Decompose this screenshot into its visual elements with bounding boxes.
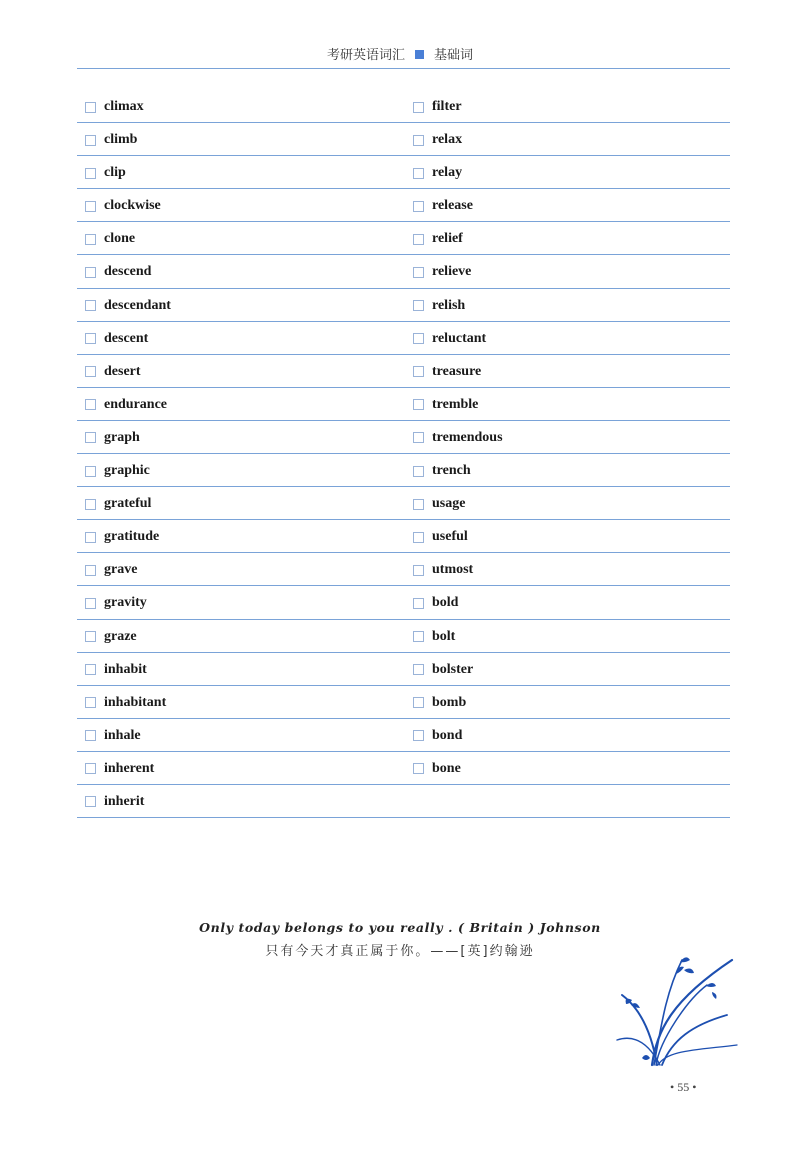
header-rule [77, 68, 730, 69]
word-item [85, 164, 126, 182]
checkbox[interactable] [413, 730, 424, 741]
checkbox[interactable] [413, 333, 424, 344]
word-text: gratitude [104, 529, 160, 545]
word-text: graphic [104, 463, 150, 479]
checkbox[interactable] [85, 300, 96, 311]
checkbox[interactable] [85, 466, 96, 477]
checkbox[interactable] [413, 399, 424, 410]
checkbox[interactable] [413, 432, 424, 443]
word-item [85, 495, 151, 513]
word-text: grave [104, 562, 138, 578]
word-text: inhabit [104, 661, 147, 677]
word-row [77, 487, 730, 520]
word-text: grateful [104, 496, 152, 512]
word-item [413, 495, 465, 513]
word-item [413, 263, 471, 281]
checkbox[interactable] [85, 168, 96, 179]
checkbox[interactable] [413, 135, 424, 146]
word-text: relish [432, 297, 466, 313]
quote-english: Only today belongs to you really . ( Britain ) Johnson [199, 920, 601, 935]
checkbox[interactable] [85, 399, 96, 410]
word-row [77, 752, 730, 785]
checkbox[interactable] [413, 598, 424, 609]
checkbox[interactable] [85, 267, 96, 278]
word-item [85, 363, 141, 381]
word-text: bolt [432, 628, 456, 644]
word-row [77, 686, 730, 719]
checkbox[interactable] [85, 102, 96, 113]
word-text: useful [432, 529, 468, 545]
header-title: 考研英语词汇 [326, 48, 405, 63]
word-text: filter [432, 99, 462, 114]
word-text: endurance [104, 396, 167, 412]
word-row [77, 421, 730, 454]
word-item [413, 528, 468, 546]
checkbox[interactable] [85, 763, 96, 774]
word-text: bond [432, 727, 463, 743]
checkbox[interactable] [413, 300, 424, 311]
checkbox[interactable] [413, 664, 424, 675]
word-item [413, 661, 473, 679]
word-text: tremendous [432, 429, 503, 445]
word-text: clip [104, 165, 126, 181]
word-text: relief [432, 231, 463, 247]
word-text: bone [432, 760, 461, 776]
word-item [85, 661, 147, 679]
word-item [85, 727, 141, 745]
checkbox[interactable] [413, 366, 424, 377]
checkbox[interactable] [413, 168, 424, 179]
header-separator-square [415, 50, 424, 59]
checkbox[interactable] [413, 267, 424, 278]
checkbox[interactable] [413, 763, 424, 774]
word-row [77, 123, 730, 156]
checkbox[interactable] [85, 664, 96, 675]
word-text: release [432, 198, 473, 214]
header-section: 基础词 [434, 48, 474, 63]
word-item [413, 297, 465, 315]
word-item [413, 330, 486, 348]
word-text: descendant [104, 297, 171, 313]
checkbox[interactable] [85, 333, 96, 344]
word-item [85, 396, 167, 414]
word-item [85, 793, 144, 811]
word-item [413, 561, 473, 579]
checkbox[interactable] [85, 796, 96, 807]
checkbox[interactable] [85, 499, 96, 510]
checkbox[interactable] [413, 201, 424, 212]
word-text: trench [432, 463, 471, 479]
word-row [77, 355, 730, 388]
word-item [85, 330, 148, 348]
word-item [413, 594, 458, 612]
word-item [413, 429, 503, 447]
word-text: bolster [432, 661, 474, 677]
word-text: inherent [104, 760, 155, 776]
checkbox[interactable] [85, 366, 96, 377]
checkbox[interactable] [85, 598, 96, 609]
word-text: utmost [432, 562, 474, 578]
word-list [77, 90, 730, 818]
word-row [77, 289, 730, 322]
checkbox[interactable] [85, 135, 96, 146]
word-item [413, 98, 462, 116]
checkbox[interactable] [85, 631, 96, 642]
checkbox[interactable] [85, 697, 96, 708]
checkbox[interactable] [413, 234, 424, 245]
word-item [85, 230, 135, 248]
word-text: clone [104, 231, 136, 247]
word-item [413, 462, 471, 480]
checkbox[interactable] [85, 234, 96, 245]
word-text: relax [432, 132, 463, 148]
word-text: usage [432, 496, 466, 512]
word-row [77, 388, 730, 421]
word-item [85, 760, 154, 778]
word-row [77, 90, 730, 123]
word-text: inhale [104, 727, 141, 743]
quote-chinese: 只有今天才真正属于你。——[英]约翰逊 [265, 944, 535, 959]
word-item [413, 164, 462, 182]
word-item [85, 297, 171, 315]
word-item [413, 363, 481, 381]
word-item [85, 263, 151, 281]
word-item [85, 131, 137, 149]
word-item [85, 429, 140, 447]
word-text: climax [104, 99, 144, 114]
checkbox[interactable] [85, 432, 96, 443]
word-text: clockwise [104, 198, 161, 214]
checkbox[interactable] [413, 466, 424, 477]
word-text: reluctant [432, 330, 487, 346]
word-row [77, 222, 730, 255]
word-row [77, 785, 730, 818]
word-text: bomb [432, 694, 467, 710]
word-item [85, 628, 137, 646]
word-item [85, 197, 161, 215]
word-item [413, 197, 473, 215]
word-text: climb [104, 132, 138, 148]
checkbox[interactable] [413, 532, 424, 543]
checkbox[interactable] [413, 565, 424, 576]
word-text: desert [104, 363, 141, 379]
orchid-illustration [612, 940, 742, 1070]
word-text: inherit [104, 793, 145, 809]
page-number: • 55 • [670, 1080, 697, 1094]
word-item [85, 462, 150, 480]
word-row [77, 620, 730, 653]
word-row [77, 586, 730, 619]
word-item [413, 396, 478, 414]
word-item [413, 760, 461, 778]
word-item [413, 230, 463, 248]
word-row [77, 454, 730, 487]
word-text: inhabitant [104, 694, 167, 710]
word-text: graze [104, 628, 137, 644]
checkbox[interactable] [85, 201, 96, 212]
running-header [0, 44, 800, 63]
word-text: relieve [432, 264, 472, 280]
checkbox[interactable] [413, 697, 424, 708]
word-text: treasure [432, 363, 482, 379]
word-row [77, 189, 730, 222]
word-item [85, 694, 166, 712]
checkbox[interactable] [413, 102, 424, 113]
word-text: gravity [104, 595, 147, 611]
word-row [77, 719, 730, 752]
checkbox[interactable] [413, 631, 424, 642]
word-text: bold [432, 595, 459, 611]
word-item [85, 98, 144, 116]
word-item [413, 131, 462, 149]
word-row [77, 520, 730, 553]
word-text: tremble [432, 396, 479, 412]
checkbox[interactable] [85, 565, 96, 576]
checkbox[interactable] [85, 532, 96, 543]
word-item [85, 528, 159, 546]
word-row [77, 653, 730, 686]
word-text: graph [104, 429, 140, 445]
word-item [413, 694, 466, 712]
word-item [413, 727, 462, 745]
word-row [77, 255, 730, 288]
word-item [85, 594, 147, 612]
checkbox[interactable] [413, 499, 424, 510]
word-item [85, 561, 137, 579]
word-item [413, 628, 455, 646]
checkbox[interactable] [85, 730, 96, 741]
word-text: descend [104, 264, 152, 280]
word-row [77, 156, 730, 189]
word-row [77, 322, 730, 355]
word-row [77, 553, 730, 586]
word-text: descent [104, 330, 149, 346]
word-text: relay [432, 165, 463, 181]
